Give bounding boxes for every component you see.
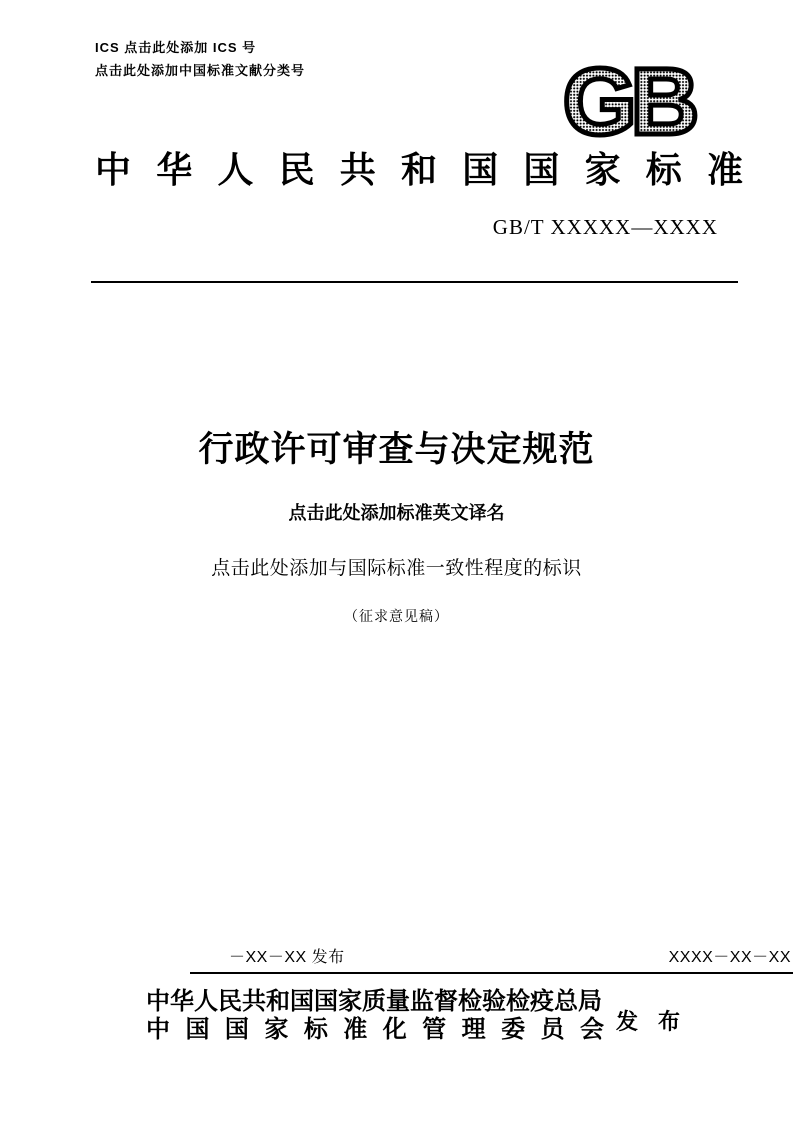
publisher-name-secondary: 中国国家标准化管理委员会 [146, 1017, 604, 1043]
draft-status-note: （征求意见稿） [344, 610, 449, 625]
national-standard-heading: 中华人民共和国国家标准 [95, 150, 743, 190]
ics-number-placeholder[interactable]: ICS 点击此处添加 ICS 号 [95, 40, 257, 55]
publisher-block [146, 988, 604, 1044]
publisher-name-primary: 中华人民共和国国家质量监督检验检疫总局 [146, 989, 602, 1015]
document-title: 行政许可审查与决定规范 [198, 430, 595, 469]
implementation-date: XXXX－XX－XX [668, 949, 791, 966]
english-title-placeholder[interactable]: 点击此处添加标准英文译名 [288, 503, 505, 523]
gb-logo-letters: GB [562, 58, 694, 144]
gb-emblem-logo [547, 58, 709, 144]
consistency-degree-placeholder[interactable]: 点击此处添加与国际标准一致性程度的标识 [211, 558, 582, 579]
standard-number: GB/T XXXXX—XXXX [492, 215, 718, 239]
ics-block [95, 36, 305, 82]
issue-date: －XX－XX 发布 [229, 949, 345, 966]
ccs-number-placeholder[interactable]: 点击此处添加中国标准文献分类号 [95, 63, 306, 78]
header-divider-line [91, 281, 738, 283]
issued-by-label: 发布 [616, 1009, 701, 1034]
date-strip [190, 944, 793, 974]
